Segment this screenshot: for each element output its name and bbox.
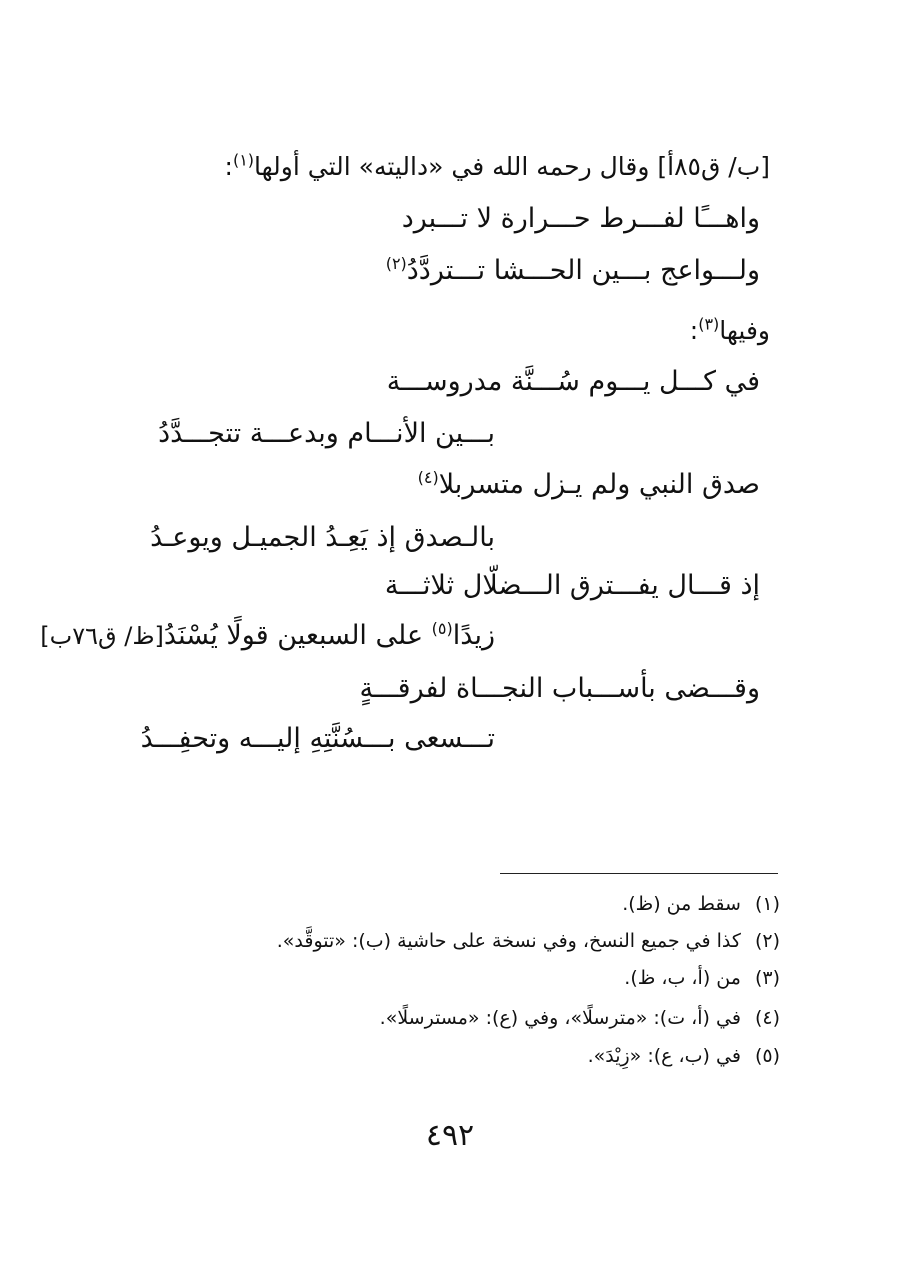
footnote-number: (٣) [754, 967, 780, 989]
poem-line-6 [40, 620, 495, 651]
footnote-text: في (أ، ت): «مترسلًا»، وفي (ع): «مسترسلًا». [379, 1007, 741, 1029]
footnote-ref-2: (٢) [385, 254, 407, 273]
page-number: ٤٩٢ [425, 1118, 475, 1153]
footnote-text: في (ب، ع): «زِيْدَ». [587, 1045, 741, 1067]
footnote-ref-4: (٤) [417, 468, 439, 487]
intro-text-1: [ب/ ق٨٥أ] وقال رحمه الله في «داليته» التي أولها [254, 152, 770, 181]
intro-text-2: وفيها [719, 316, 770, 345]
poem-line-6-start: زيدًا [452, 620, 495, 651]
poem-line-3 [418, 469, 760, 500]
footnote-3 [624, 967, 780, 989]
poem-line-5: إذ قـــال يفـــترق الـــضلّال ثلاثـــة [384, 570, 760, 601]
footnote-4 [380, 1007, 780, 1029]
intro-line-1 [225, 152, 771, 181]
footnote-text: كذا في جميع النسخ، وفي نسخة على حاشية (ب): «تتوقَّد». [276, 930, 741, 952]
verse-first-hemistich: واهـــًا لفـــرط حـــرارة لا تـــبرد [401, 203, 760, 234]
footnote-text: سقط من (ظ). [622, 893, 741, 915]
footnote-5 [588, 1045, 780, 1067]
poem-line-4: بالـصدق إذ يَعِـدُ الجميـل ويوعـدُ [150, 522, 495, 553]
manuscript-marker: [ظ/ ق٧٦ب] [40, 622, 164, 650]
footnote-number: (٤) [754, 1007, 780, 1029]
poem-line-3-text: صدق النبي ولم يـزل متسربلا [438, 469, 760, 500]
poem-line-1: في كـــل يـــوم سُـــنَّة مدروســـة [386, 366, 760, 397]
footnote-number: (٢) [754, 930, 780, 952]
poem-line-8: تـــسعى بـــسُنَّتِهِ إليـــه وتحفِـــدُ [140, 723, 495, 754]
intro-colon-2: : [689, 316, 699, 345]
footnote-number: (١) [754, 893, 780, 915]
poem-line-7: وقـــضى بأســـباب النجـــاة لفرقـــةٍ [359, 673, 760, 704]
footnote-ref-1: (١) [232, 150, 255, 170]
footnote-separator [500, 873, 778, 874]
verse-text: ولـــواعج بـــين الحـــشا تـــتردَّدُ [406, 255, 760, 286]
footnote-text: من (أ، ب، ظ). [624, 967, 741, 989]
footnote-ref-5: (٥) [431, 619, 453, 638]
poem-line-2: بـــين الأنـــام وبدعـــة تتجـــدَّدُ [158, 418, 495, 449]
verse-second-hemistich [386, 255, 760, 286]
footnote-ref-3: (٣) [698, 314, 720, 334]
footnote-2 [277, 930, 780, 952]
intro-line-2 [690, 316, 770, 345]
footnote-1 [622, 893, 780, 915]
intro-colon-1: : [224, 152, 233, 181]
footnote-number: (٥) [754, 1045, 780, 1067]
poem-line-6-end: على السبعين قولًا يُسْنَدُ [163, 620, 424, 651]
